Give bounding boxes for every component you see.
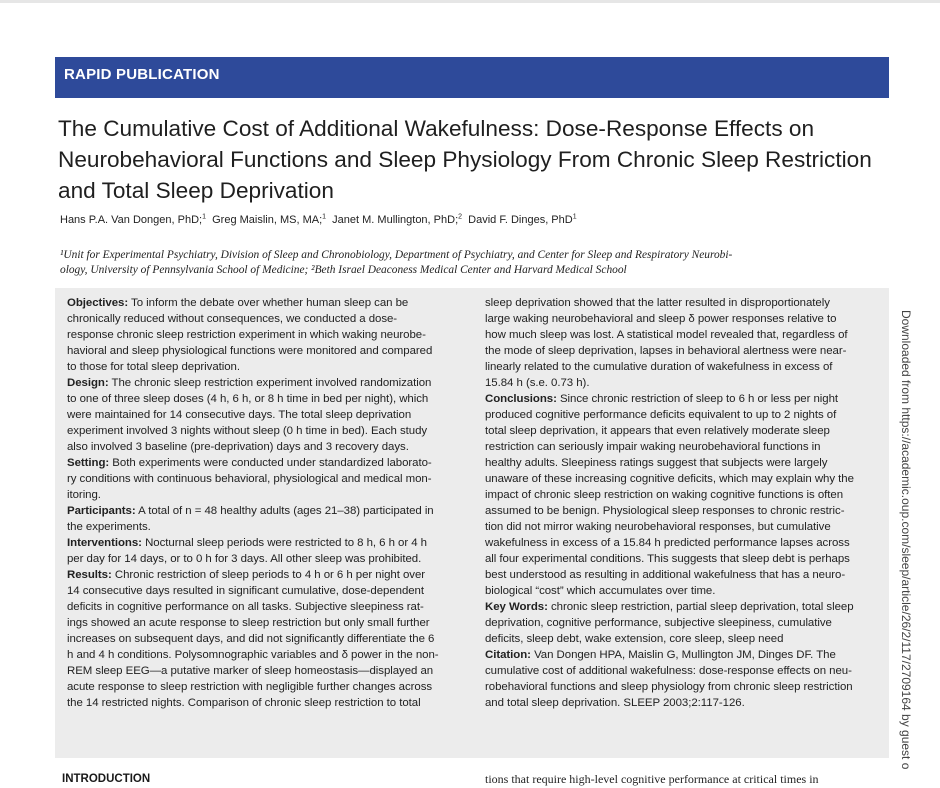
abstract-text: robehavioral functions and sleep physiology from chronic sleep restriction: [485, 681, 853, 693]
abstract-line: [485, 311, 880, 327]
abstract-text: REM sleep EEG—a putative marker of sleep homeostasis—displayed an: [67, 665, 434, 677]
abstract-line: [485, 599, 880, 615]
abstract-text: how much sleep was lost. A statistical model revealed that, regardless of: [485, 329, 848, 341]
abstract-text: Since chronic restriction of sleep to 6 h or less per night: [556, 393, 839, 405]
abstract-section-heading: Results:: [67, 569, 112, 581]
introduction-heading: INTRODUCTION: [62, 773, 151, 785]
abstract-line: [485, 663, 880, 679]
abstract-line: [485, 423, 880, 439]
title-line: and Total Sleep Deprivation: [58, 178, 334, 203]
abstract-text: 14 consecutive days resulted in significant cumulative, dose-dependent: [67, 585, 424, 597]
abstract-line: [67, 311, 462, 327]
abstract-line: [485, 487, 880, 503]
abstract-text: increases on subsequent days, and did not significantly differentiate the 6: [67, 633, 435, 645]
abstract-text: itoring.: [67, 489, 101, 501]
abstract-line: [67, 599, 462, 615]
abstract-line: [485, 391, 880, 407]
abstract-text: acute response to sleep restriction with negligible further changes across: [67, 681, 433, 693]
abstract-text: best understood as resulting in additional wakefulness that has a neuro-: [485, 569, 846, 581]
abstract-line: [67, 327, 462, 343]
abstract-line: [485, 407, 880, 423]
abstract-line: [67, 583, 462, 599]
abstract-line: [67, 455, 462, 471]
abstract-text: the experiments.: [67, 521, 151, 533]
abstract-text: response chronic sleep restriction experiment in which waking neurobe-: [67, 329, 426, 341]
abstract-line: [67, 487, 462, 503]
abstract-text: to one of three sleep doses (4 h, 6 h, or 8 h time in bed per night), which: [67, 393, 429, 405]
abstract-line: [67, 471, 462, 487]
abstract-line: [485, 615, 880, 631]
section-label: RAPID PUBLICATION: [64, 66, 220, 83]
abstract-line: [67, 695, 462, 711]
abstract-text: sleep deprivation showed that the latter resulted in disproportionately: [485, 297, 830, 309]
abstract-line: [485, 359, 880, 375]
abstract-line: [485, 695, 880, 711]
abstract-text: Chronic restriction of sleep periods to 4 h or 6 h per night over: [111, 569, 426, 581]
author: Janet M. Mullington, PhD;$^2$: [332, 213, 463, 226]
affiliations: [60, 248, 888, 278]
abstract-text: assumed to be benign. Physiological sleep responses to chronic restric-: [485, 505, 845, 517]
abstract-text: deficits, sleep debt, wake extension, core sleep, sleep need: [485, 633, 784, 645]
abstract-text: healthy adults. Sleepiness ratings suggest that subjects were largely: [485, 457, 828, 469]
abstract-text: the 14 restricted nights. Comparison of chronic sleep restriction to total: [67, 697, 421, 709]
abstract-line: [67, 407, 462, 423]
abstract-text: to those for total sleep deprivation.: [67, 361, 240, 373]
abstract-line: [67, 375, 462, 391]
abstract-text: impact of chronic sleep restriction on waking cognitive functions is often: [485, 489, 844, 501]
abstract-line: [485, 519, 880, 535]
affiliation-line: ¹Unit for Experimental Psychiatry, Division of Sleep and Chronobiology, Department of Psychiatry, and Center for Sleep and Respiratory Neurobi-: [60, 249, 733, 261]
abstract-text: total sleep deprivation, it appears that even relatively moderate sleep: [485, 425, 830, 437]
abstract-line: [485, 375, 880, 391]
author-list: [60, 213, 577, 226]
abstract-text: produced cognitive performance deficits equivalent to up to 2 nights of: [485, 409, 837, 421]
section-banner: [55, 57, 889, 98]
abstract-line: [485, 535, 880, 551]
abstract-line: [67, 391, 462, 407]
abstract-text: restriction can seriously impair waking neurobehavioral functions in: [485, 441, 821, 453]
abstract-text: deficits in cognitive performance on all tasks. Subjective sleepiness rat-: [67, 601, 424, 613]
abstract-text: wakefulness in excess of a 15.84 h predicted performance lapses across: [485, 537, 850, 549]
abstract-section-heading: Objectives:: [67, 297, 129, 309]
abstract-text: also involved 3 baseline (pre-deprivation) days and 3 recovery days.: [67, 441, 409, 453]
abstract-text: linearly related to the cumulative duration of wakefulness in excess of: [485, 361, 833, 373]
abstract-text: ry conditions with continuous behavioral, physiological and medical mon-: [67, 473, 432, 485]
abstract-line: [485, 503, 880, 519]
abstract-line: [67, 567, 462, 583]
abstract-line: [485, 551, 880, 567]
abstract-section-heading: Interventions:: [67, 537, 142, 549]
abstract-text: deprivation, cognitive performance, subjective sleepiness, cumulative: [485, 617, 832, 629]
abstract-line: [67, 631, 462, 647]
abstract-text: ings showed an acute response to sleep restriction but only small further: [67, 617, 430, 629]
abstract-text: per day for 14 days, or to 0 h for 3 days. All other sleep was prohibited.: [67, 553, 422, 565]
author: Hans P.A. Van Dongen, PhD;$^1$: [60, 213, 206, 226]
abstract-text: Van Dongen HPA, Maislin G, Mullington JM, Dinges DF. The: [530, 649, 836, 661]
affiliation-line: ology, University of Pennsylvania School of Medicine; ²Beth Israel Deaconess Medical Center and Harvard Medical School: [60, 264, 627, 276]
title-line: Neurobehavioral Functions and Sleep Physiology From Chronic Sleep Restriction: [58, 147, 872, 172]
abstract-line: [485, 567, 880, 583]
abstract-line: [67, 423, 462, 439]
abstract-section-heading: Conclusions:: [485, 393, 557, 405]
abstract-line: [67, 551, 462, 567]
abstract-line: [67, 647, 462, 663]
abstract-line: [485, 631, 880, 647]
abstract-text: h and 4 h conditions. Polysomnographic variables and δ power in the non-: [67, 649, 439, 661]
author: David F. Dinges, PhD$^1$: [468, 213, 577, 226]
abstract-text: and total sleep deprivation. SLEEP 2003;2:117-126.: [485, 697, 745, 709]
abstract-line: [67, 503, 462, 519]
abstract-text: chronic sleep restriction, partial sleep deprivation, total sleep: [547, 601, 854, 613]
abstract-text: the mode of sleep deprivation, lapses in behavioral alertness were near-: [485, 345, 847, 357]
title-line: The Cumulative Cost of Additional Wakefulness: Dose-Response Effects on: [58, 116, 815, 141]
abstract-text: chronically reduced without consequences, we conducted a dose-: [67, 313, 398, 325]
abstract-text: experiment involved 3 nights without sleep (0 h time in bed). Each study: [67, 425, 428, 437]
abstract-section-heading: Citation:: [485, 649, 531, 661]
abstract-text: unaware of these increasing cognitive deficits, which may explain why the: [485, 473, 854, 485]
top-rule: [0, 0, 940, 3]
abstract-text: Nocturnal sleep periods were restricted to 8 h, 6 h or 4 h: [141, 537, 427, 549]
author: Greg Maislin, MS, MA;$^1$: [212, 213, 327, 226]
abstract-section-heading: Design:: [67, 377, 109, 389]
abstract-section-heading: Key Words:: [485, 601, 548, 613]
abstract-line: [67, 343, 462, 359]
abstract-line: [67, 679, 462, 695]
abstract-line: [67, 439, 462, 455]
abstract-line: [67, 359, 462, 375]
article-title: [58, 113, 888, 206]
download-watermark[interactable]: Downloaded from https://academic.oup.com/sleep/article/26/2/117/2709164 by guest o: [899, 310, 913, 770]
abstract-section-heading: Participants:: [67, 505, 136, 517]
abstract-line: [485, 343, 880, 359]
abstract-line: [67, 615, 462, 631]
abstract-text: To inform the debate over whether human sleep can be: [128, 297, 409, 309]
abstract-text: A total of n = 48 healthy adults (ages 21–38) participated in: [135, 505, 434, 517]
abstract-line: [485, 295, 880, 311]
abstract-left-column: [67, 295, 462, 711]
abstract-line: [485, 583, 880, 599]
abstract-line: [485, 679, 880, 695]
abstract-line: [67, 519, 462, 535]
abstract-line: [485, 439, 880, 455]
abstract-right-column: [485, 295, 880, 711]
abstract-text: Both experiments were conducted under standardized laborato-: [109, 457, 432, 469]
abstract-text: 15.84 h (s.e. 0.73 h).: [485, 377, 590, 389]
abstract-line: [485, 471, 880, 487]
abstract-text: large waking neurobehavioral and sleep δ power responses relative to: [485, 313, 837, 325]
abstract-text: all four experimental conditions. This suggests that sleep debt is perhaps: [485, 553, 850, 565]
abstract-text: were maintained for 14 consecutive days. The total sleep deprivation: [67, 409, 412, 421]
introduction-right-text: tions that require high-level cognitive performance at critical times in: [485, 772, 819, 786]
abstract-text: cumulative cost of additional wakefulness: dose-response effects on neu-: [485, 665, 852, 677]
abstract-line: [485, 327, 880, 343]
abstract-line: [67, 295, 462, 311]
abstract-text: tion did not mirror waking neurobehavioral responses, but cumulative: [485, 521, 831, 533]
abstract-text: The chronic sleep restriction experiment involved randomization: [108, 377, 432, 389]
abstract-line: [485, 455, 880, 471]
abstract-line: [67, 535, 462, 551]
abstract-line: [485, 647, 880, 663]
abstract-text: biological “cost” which accumulates over time.: [485, 585, 716, 597]
abstract-text: havioral and sleep physiological functions were monitored and compared: [67, 345, 433, 357]
abstract-section-heading: Setting:: [67, 457, 110, 469]
abstract-line: [67, 663, 462, 679]
